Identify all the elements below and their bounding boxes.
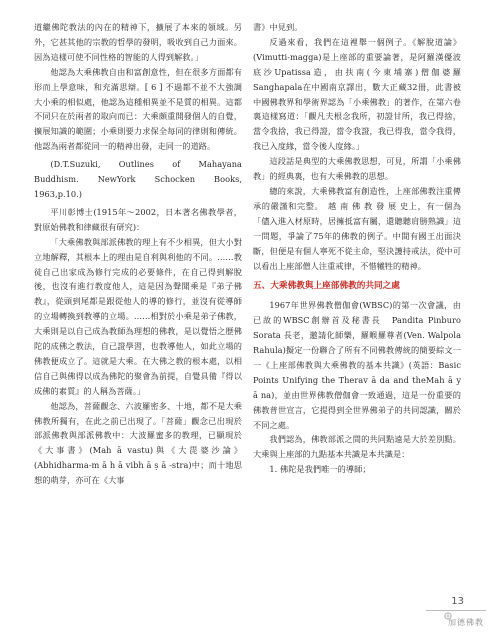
left-column xyxy=(34,20,242,488)
citation: (D.T.Suzuki, Outlines of Mahayana Buddhism. NewYork Schocken Books, 1963,p.10.) xyxy=(34,159,242,199)
paragraph: 這段話是典型的大乘佛教思想，可見，所謂「小乘佛教」的經典裏，也有大乘佛教的思想。 xyxy=(253,156,461,182)
paragraph: 1967年世界佛教僧伽會(WBSC)的第一次會議，由已故的WBSC創辦首及秘書長 Pandita Pinburo Sorata 長老，邀請化師樂，羅睺羅尊者(Ven. Walpola Rahula)擬定一份聯合了所有不同佛教傳統的簡要綜文一一《上座部佛教與大乘佛教的基本共識》(英語：Basic Points Unifying the Therav ā da and theMah ā y ā na)，並由世界佛教僧伽會一致通過，這是一份重要的佛教普世宣言，它提得到全世界佛弟子的共同認識，關於不同之處。 xyxy=(253,300,461,430)
paragraph: 總的來說，大乘佛教富有創造性，上座部佛教注重傳承的嚴謹和完整。 越 南 佛 教 發 展 史上，有一個為「儘入進入材原時，居擁抵富有屬，還聽聽肩膀熟識」這一問題，爭論了75年的佛教的例子。中間有國王出面決斷，但便是有個人寧死不從主命，堅決護持戒法，從中可以看出上座部僧人注重戒律，不惜犧牲的精神。 xyxy=(253,185,461,271)
paragraph: 他認為大乘佛教自由和富創意性，但在很多方面都有形而上學意味，和充滿思辯。[ 6 ] 不過都不並不大強調大小乘的相似處，他認為這種相異並不是質的相異。這都不同只在於兩者的取向而已：大乘頗重開發個人的自覺，擴展知識的範圍；小乘則要力求保全每同的律則和傳統。他認為兩者都從同一的精神出發，走同一的道路。 xyxy=(34,66,242,152)
right-column xyxy=(253,20,461,477)
paragraph: 反過來看，我們在這裡舉一個例子。《解脫道論》(Vimutti-magga)是上座部的重要論著，是阿羅漢優波底沙Upatissa造，由扶南(今東埔寨)僧伽婆羅Sanghapala在中國南京譯出，數大正藏32冊，此書被中國佛教界和學術界認為「小乘佛教」的著作，在第六卷裏這樣寫道：「觀凡夫根念我所，初證甘所，我已得捨，當令我捨，我已得證，當令我證，我已得我，當令我得，我已入度緣，當令後人度緣。」 xyxy=(253,36,461,152)
paragraph: 書》中見到。 xyxy=(253,22,303,32)
section-heading: 五、大乘佛教與上座部佛教的共同之處 xyxy=(253,281,400,292)
paragraph: 道繼佛陀教法的內在的精神下，擴展了本來的領域。另外，它甚其他的宗教的哲學的發明，吸收到自己力面來。因為這樣可使不同性格的智能的人得到解救。」 xyxy=(34,22,242,62)
paragraph: 我們認為，佛教部派之間的共同點遠是大於差別點。大乘與上座部的九點基本共識是本共識是： xyxy=(253,434,461,460)
paragraph: 平川彰博士(1915年～2002，日本著名佛教學者，對原始佛教和律藏很有研究)： xyxy=(34,206,242,232)
page-number: 13 xyxy=(451,596,464,607)
quote-paragraph: 「大乘佛教與部派佛教的理上有不少相異，但大小對立地解釋，其根本上的理由是自利與利他的不同。……教徒自己出家成為修行完成的必要條件，在自己得到解脫後，也沒有進行教度他人，這是因為聲聞乘是『弟子佛教』，從頭到尾都是跟從他人的導的修行，並沒有從導師的立場轉換到教導的立場。……相對於小乘是弟子佛教，大乘則是以自己成為教師為理想的佛教，是以覺悟之歷佛陀的成佛之教法，自己證學習，也教導他人，如此立場的佛教便成立了。這就是大乘。在大佛之教的根本處，以相信自己與佛得以成為佛陀的聚會為前提，自覺具備『得以成佛的素質』的人稱為菩薩。」 xyxy=(34,236,242,396)
list-item: 1. 佛陀是我們唯一的導師； xyxy=(269,464,371,475)
paragraph: 他認為，菩薩觀念、六波羅密多、十地，都不是大乘佛教所獨有，在此之前已出現了。「菩薩」觀念已出現於部派佛教與部派佛教中：大波羅蜜多的教理，已顯現於《大事書》(Mah ā vastu)與《大毘婆沙論》(Abhidharma-m ā h ā vibh ā ṣ ā -stra)中；而十地思想的萌芽，亦可在《大事 xyxy=(34,400,242,486)
footer-divider xyxy=(426,610,486,611)
magazine-name: 加德佛教 xyxy=(448,618,484,627)
page-footer xyxy=(426,596,486,630)
